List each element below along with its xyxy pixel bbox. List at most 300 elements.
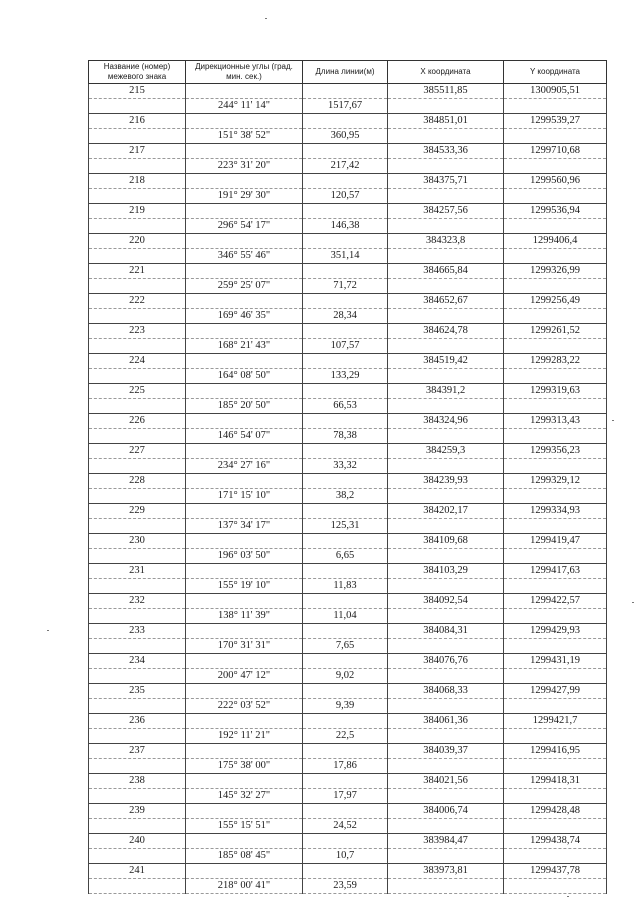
point-name: 219 <box>89 204 186 219</box>
point-row <box>89 714 607 729</box>
segment-row <box>89 129 607 144</box>
x-coordinate: 384239,93 <box>388 474 504 489</box>
empty-cell <box>504 819 607 834</box>
empty-cell <box>89 399 186 414</box>
scan-speck <box>265 18 267 19</box>
point-row <box>89 84 607 99</box>
empty-cell <box>504 879 607 894</box>
point-name: 227 <box>89 444 186 459</box>
point-row <box>89 804 607 819</box>
empty-cell <box>186 534 303 549</box>
point-name: 217 <box>89 144 186 159</box>
directional-angle: 185° 08' 45" <box>186 849 303 864</box>
empty-cell <box>504 429 607 444</box>
line-length: 6,65 <box>303 549 388 564</box>
segment-row <box>89 819 607 834</box>
x-coordinate: 384068,33 <box>388 684 504 699</box>
point-name: 225 <box>89 384 186 399</box>
segment-row <box>89 849 607 864</box>
empty-cell <box>303 834 388 849</box>
point-name: 233 <box>89 624 186 639</box>
x-coordinate: 384006,74 <box>388 804 504 819</box>
x-coordinate: 384084,31 <box>388 624 504 639</box>
empty-cell <box>186 354 303 369</box>
empty-cell <box>504 759 607 774</box>
point-row <box>89 624 607 639</box>
point-name: 230 <box>89 534 186 549</box>
x-coordinate: 383984,47 <box>388 834 504 849</box>
y-coordinate: 1299536,94 <box>504 204 607 219</box>
segment-row <box>89 249 607 264</box>
empty-cell <box>186 444 303 459</box>
point-row <box>89 474 607 489</box>
empty-cell <box>504 279 607 294</box>
point-row <box>89 864 607 879</box>
y-coordinate: 1299256,49 <box>504 294 607 309</box>
y-coordinate: 1299421,7 <box>504 714 607 729</box>
y-coordinate: 1299261,52 <box>504 324 607 339</box>
empty-cell <box>89 759 186 774</box>
segment-row <box>89 279 607 294</box>
empty-cell <box>388 519 504 534</box>
empty-cell <box>504 699 607 714</box>
x-coordinate: 385511,85 <box>388 84 504 99</box>
segment-row <box>89 789 607 804</box>
directional-angle: 296° 54' 17" <box>186 219 303 234</box>
empty-cell <box>504 639 607 654</box>
empty-cell <box>303 414 388 429</box>
empty-cell <box>388 609 504 624</box>
point-row <box>89 144 607 159</box>
point-row <box>89 264 607 279</box>
header-x: X координата <box>388 61 504 84</box>
point-row <box>89 594 607 609</box>
x-coordinate: 384092,54 <box>388 594 504 609</box>
empty-cell <box>388 789 504 804</box>
directional-angle: 259° 25' 07" <box>186 279 303 294</box>
directional-angle: 191° 29' 30" <box>186 189 303 204</box>
point-row <box>89 684 607 699</box>
scan-speck <box>632 602 634 603</box>
line-length: 217,42 <box>303 159 388 174</box>
directional-angle: 168° 21' 43" <box>186 339 303 354</box>
boundary-coordinates-table <box>88 60 607 894</box>
y-coordinate: 1299313,43 <box>504 414 607 429</box>
x-coordinate: 384076,76 <box>388 654 504 669</box>
point-name: 240 <box>89 834 186 849</box>
point-row <box>89 564 607 579</box>
empty-cell <box>504 399 607 414</box>
empty-cell <box>89 519 186 534</box>
point-row <box>89 174 607 189</box>
empty-cell <box>89 789 186 804</box>
empty-cell <box>504 549 607 564</box>
empty-cell <box>186 234 303 249</box>
empty-cell <box>303 684 388 699</box>
empty-cell <box>303 744 388 759</box>
line-length: 1517,67 <box>303 99 388 114</box>
line-length: 23,59 <box>303 879 388 894</box>
point-row <box>89 204 607 219</box>
directional-angle: 196° 03' 50" <box>186 549 303 564</box>
scan-speck <box>612 420 614 421</box>
point-row <box>89 294 607 309</box>
x-coordinate: 384391,2 <box>388 384 504 399</box>
directional-angle: 145° 32' 27" <box>186 789 303 804</box>
empty-cell <box>186 114 303 129</box>
empty-cell <box>504 189 607 204</box>
x-coordinate: 384323,8 <box>388 234 504 249</box>
empty-cell <box>388 189 504 204</box>
empty-cell <box>303 594 388 609</box>
segment-row <box>89 459 607 474</box>
line-length: 22,5 <box>303 729 388 744</box>
empty-cell <box>388 549 504 564</box>
segment-row <box>89 189 607 204</box>
x-coordinate: 384259,3 <box>388 444 504 459</box>
y-coordinate: 1299427,99 <box>504 684 607 699</box>
empty-cell <box>504 249 607 264</box>
empty-cell <box>89 309 186 324</box>
empty-cell <box>504 849 607 864</box>
line-length: 9,02 <box>303 669 388 684</box>
line-length: 24,52 <box>303 819 388 834</box>
x-coordinate: 384109,68 <box>388 534 504 549</box>
empty-cell <box>89 99 186 114</box>
empty-cell <box>303 444 388 459</box>
line-length: 9,39 <box>303 699 388 714</box>
empty-cell <box>186 324 303 339</box>
empty-cell <box>186 624 303 639</box>
line-length: 28,34 <box>303 309 388 324</box>
segment-row <box>89 219 607 234</box>
x-coordinate: 384257,56 <box>388 204 504 219</box>
line-length: 125,31 <box>303 519 388 534</box>
x-coordinate: 384021,56 <box>388 774 504 789</box>
line-length: 133,29 <box>303 369 388 384</box>
empty-cell <box>388 729 504 744</box>
empty-cell <box>303 474 388 489</box>
empty-cell <box>504 489 607 504</box>
empty-cell <box>303 204 388 219</box>
empty-cell <box>303 864 388 879</box>
empty-cell <box>186 174 303 189</box>
directional-angle: 223° 31' 20" <box>186 159 303 174</box>
empty-cell <box>303 354 388 369</box>
directional-angle: 155° 19' 10" <box>186 579 303 594</box>
header-length: Длина линии(м) <box>303 61 388 84</box>
y-coordinate: 1299560,96 <box>504 174 607 189</box>
empty-cell <box>504 789 607 804</box>
empty-cell <box>186 264 303 279</box>
line-length: 17,97 <box>303 789 388 804</box>
empty-cell <box>303 324 388 339</box>
y-coordinate: 1299438,74 <box>504 834 607 849</box>
y-coordinate: 1299539,27 <box>504 114 607 129</box>
empty-cell <box>186 384 303 399</box>
point-name: 239 <box>89 804 186 819</box>
point-name: 220 <box>89 234 186 249</box>
empty-cell <box>89 189 186 204</box>
empty-cell <box>89 849 186 864</box>
point-name: 228 <box>89 474 186 489</box>
x-coordinate: 384202,17 <box>388 504 504 519</box>
empty-cell <box>186 804 303 819</box>
empty-cell <box>186 834 303 849</box>
header-name: Название (номер) межевого знака <box>89 61 186 84</box>
line-length: 38,2 <box>303 489 388 504</box>
empty-cell <box>303 714 388 729</box>
directional-angle: 200° 47' 12" <box>186 669 303 684</box>
x-coordinate: 384039,37 <box>388 744 504 759</box>
directional-angle: 175° 38' 00" <box>186 759 303 774</box>
x-coordinate: 384375,71 <box>388 174 504 189</box>
segment-row <box>89 609 607 624</box>
point-name: 224 <box>89 354 186 369</box>
x-coordinate: 384851,01 <box>388 114 504 129</box>
empty-cell <box>186 714 303 729</box>
y-coordinate: 1299319,63 <box>504 384 607 399</box>
point-name: 218 <box>89 174 186 189</box>
empty-cell <box>388 849 504 864</box>
y-coordinate: 1299431,19 <box>504 654 607 669</box>
table-header-row <box>89 61 607 84</box>
empty-cell <box>186 204 303 219</box>
x-coordinate: 384665,84 <box>388 264 504 279</box>
empty-cell <box>186 654 303 669</box>
x-coordinate: 383973,81 <box>388 864 504 879</box>
point-name: 232 <box>89 594 186 609</box>
empty-cell <box>388 309 504 324</box>
line-length: 10,7 <box>303 849 388 864</box>
empty-cell <box>388 369 504 384</box>
empty-cell <box>89 579 186 594</box>
line-length: 71,72 <box>303 279 388 294</box>
empty-cell <box>186 684 303 699</box>
segment-row <box>89 489 607 504</box>
point-row <box>89 744 607 759</box>
segment-row <box>89 639 607 654</box>
line-length: 146,38 <box>303 219 388 234</box>
empty-cell <box>89 129 186 144</box>
y-coordinate: 1299329,12 <box>504 474 607 489</box>
point-row <box>89 114 607 129</box>
segment-row <box>89 339 607 354</box>
empty-cell <box>388 489 504 504</box>
point-name: 235 <box>89 684 186 699</box>
empty-cell <box>303 114 388 129</box>
table-body <box>89 84 607 894</box>
empty-cell <box>388 579 504 594</box>
directional-angle: 185° 20' 50" <box>186 399 303 414</box>
empty-cell <box>303 84 388 99</box>
empty-cell <box>303 234 388 249</box>
x-coordinate: 384061,36 <box>388 714 504 729</box>
empty-cell <box>186 414 303 429</box>
empty-cell <box>303 294 388 309</box>
empty-cell <box>89 489 186 504</box>
segment-row <box>89 519 607 534</box>
x-coordinate: 384652,67 <box>388 294 504 309</box>
y-coordinate: 1299429,93 <box>504 624 607 639</box>
empty-cell <box>89 609 186 624</box>
segment-row <box>89 759 607 774</box>
segment-row <box>89 579 607 594</box>
x-coordinate: 384519,42 <box>388 354 504 369</box>
segment-row <box>89 369 607 384</box>
empty-cell <box>186 144 303 159</box>
empty-cell <box>89 279 186 294</box>
point-name: 226 <box>89 414 186 429</box>
point-name: 221 <box>89 264 186 279</box>
y-coordinate: 1299417,63 <box>504 564 607 579</box>
directional-angle: 164° 08' 50" <box>186 369 303 384</box>
empty-cell <box>186 744 303 759</box>
empty-cell <box>89 459 186 474</box>
y-coordinate: 1299419,47 <box>504 534 607 549</box>
point-row <box>89 414 607 429</box>
line-length: 360,95 <box>303 129 388 144</box>
empty-cell <box>388 99 504 114</box>
empty-cell <box>504 519 607 534</box>
empty-cell <box>303 534 388 549</box>
empty-cell <box>504 99 607 114</box>
line-length: 17,86 <box>303 759 388 774</box>
point-row <box>89 444 607 459</box>
empty-cell <box>89 159 186 174</box>
segment-row <box>89 729 607 744</box>
empty-cell <box>89 669 186 684</box>
y-coordinate: 1299283,22 <box>504 354 607 369</box>
line-length: 351,14 <box>303 249 388 264</box>
y-coordinate: 1299422,57 <box>504 594 607 609</box>
y-coordinate: 1300905,51 <box>504 84 607 99</box>
empty-cell <box>303 384 388 399</box>
empty-cell <box>388 339 504 354</box>
line-length: 7,65 <box>303 639 388 654</box>
segment-row <box>89 429 607 444</box>
empty-cell <box>388 249 504 264</box>
x-coordinate: 384103,29 <box>388 564 504 579</box>
empty-cell <box>388 879 504 894</box>
point-name: 234 <box>89 654 186 669</box>
y-coordinate: 1299356,23 <box>504 444 607 459</box>
empty-cell <box>388 639 504 654</box>
line-length: 120,57 <box>303 189 388 204</box>
scan-speck <box>567 896 569 897</box>
empty-cell <box>303 174 388 189</box>
empty-cell <box>186 564 303 579</box>
x-coordinate: 384533,36 <box>388 144 504 159</box>
empty-cell <box>186 864 303 879</box>
empty-cell <box>89 819 186 834</box>
empty-cell <box>504 159 607 174</box>
line-length: 11,83 <box>303 579 388 594</box>
line-length: 66,53 <box>303 399 388 414</box>
empty-cell <box>504 579 607 594</box>
directional-angle: 151° 38' 52" <box>186 129 303 144</box>
directional-angle: 222° 03' 52" <box>186 699 303 714</box>
point-name: 223 <box>89 324 186 339</box>
empty-cell <box>89 729 186 744</box>
directional-angle: 346° 55' 46" <box>186 249 303 264</box>
empty-cell <box>186 84 303 99</box>
point-name: 215 <box>89 84 186 99</box>
empty-cell <box>504 609 607 624</box>
point-name: 229 <box>89 504 186 519</box>
empty-cell <box>504 459 607 474</box>
directional-angle: 171° 15' 10" <box>186 489 303 504</box>
empty-cell <box>388 759 504 774</box>
point-row <box>89 504 607 519</box>
segment-row <box>89 159 607 174</box>
empty-cell <box>89 639 186 654</box>
y-coordinate: 1299406,4 <box>504 234 607 249</box>
segment-row <box>89 669 607 684</box>
empty-cell <box>504 369 607 384</box>
point-row <box>89 834 607 849</box>
empty-cell <box>504 669 607 684</box>
directional-angle: 244° 11' 14" <box>186 99 303 114</box>
point-row <box>89 234 607 249</box>
empty-cell <box>89 249 186 264</box>
x-coordinate: 384624,78 <box>388 324 504 339</box>
line-length: 78,38 <box>303 429 388 444</box>
empty-cell <box>388 129 504 144</box>
empty-cell <box>388 159 504 174</box>
directional-angle: 192° 11' 21" <box>186 729 303 744</box>
line-length: 33,32 <box>303 459 388 474</box>
empty-cell <box>89 699 186 714</box>
y-coordinate: 1299710,68 <box>504 144 607 159</box>
directional-angle: 218° 00' 41" <box>186 879 303 894</box>
x-coordinate: 384324,96 <box>388 414 504 429</box>
point-row <box>89 354 607 369</box>
empty-cell <box>388 219 504 234</box>
directional-angle: 137° 34' 17" <box>186 519 303 534</box>
empty-cell <box>186 774 303 789</box>
point-name: 236 <box>89 714 186 729</box>
point-name: 222 <box>89 294 186 309</box>
empty-cell <box>186 504 303 519</box>
empty-cell <box>388 459 504 474</box>
point-row <box>89 774 607 789</box>
segment-row <box>89 699 607 714</box>
point-name: 216 <box>89 114 186 129</box>
scan-speck <box>47 630 49 631</box>
empty-cell <box>504 129 607 144</box>
empty-cell <box>89 219 186 234</box>
empty-cell <box>504 309 607 324</box>
empty-cell <box>186 594 303 609</box>
header-angle: Дирекционные углы (град. мин. сек.) <box>186 61 303 84</box>
empty-cell <box>303 504 388 519</box>
empty-cell <box>303 564 388 579</box>
empty-cell <box>89 369 186 384</box>
point-name: 237 <box>89 744 186 759</box>
y-coordinate: 1299437,78 <box>504 864 607 879</box>
y-coordinate: 1299416,95 <box>504 744 607 759</box>
point-row <box>89 654 607 669</box>
y-coordinate: 1299334,93 <box>504 504 607 519</box>
point-name: 241 <box>89 864 186 879</box>
empty-cell <box>303 654 388 669</box>
empty-cell <box>388 699 504 714</box>
directional-angle: 234° 27' 16" <box>186 459 303 474</box>
line-length: 11,04 <box>303 609 388 624</box>
empty-cell <box>388 429 504 444</box>
directional-angle: 170° 31' 31" <box>186 639 303 654</box>
